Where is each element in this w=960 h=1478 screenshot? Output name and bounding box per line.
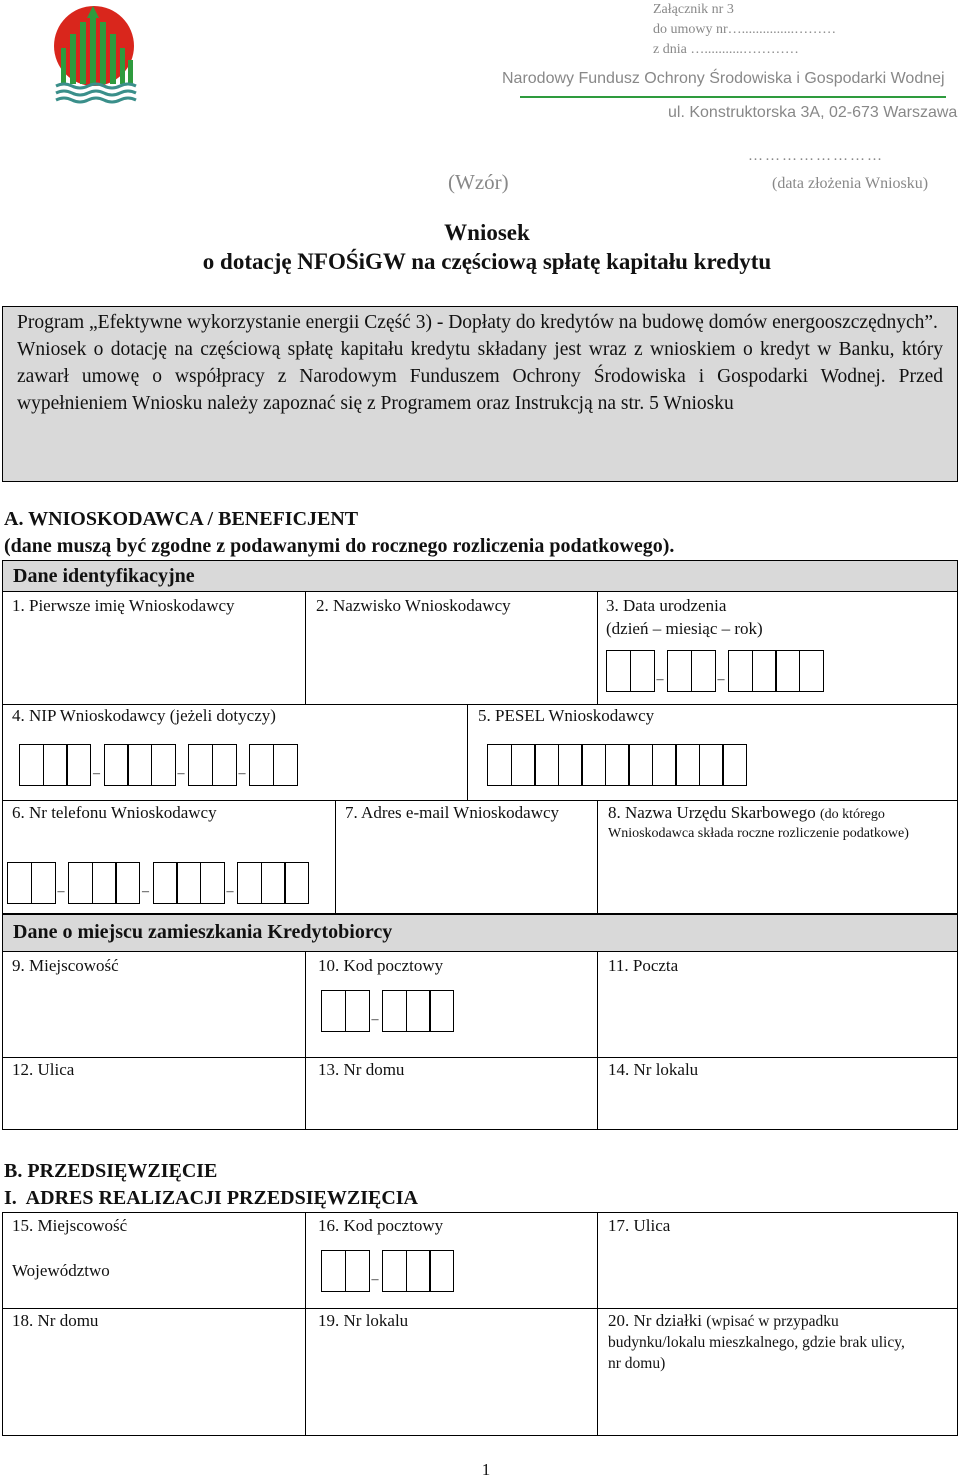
email-label: 7. Adres e-mail Wnioskodawcy xyxy=(345,803,560,822)
section-a-title: A. WNIOSKODAWCA / BENEFICJENT xyxy=(4,508,359,530)
input-cell[interactable] xyxy=(115,862,140,904)
institution-name: Narodowy Fundusz Ochrony Środowiska i Gospodarki Wodnej xyxy=(502,70,945,87)
divider xyxy=(467,704,468,800)
birth-date-label: 3. Data urodzenia xyxy=(606,596,727,615)
dash: – xyxy=(656,672,664,687)
input-cell[interactable] xyxy=(511,744,536,786)
dash: – xyxy=(57,884,65,899)
input-cell[interactable] xyxy=(722,744,747,786)
project-apartment-label: 19. Nr lokalu xyxy=(318,1311,409,1330)
date-dots: …………………… xyxy=(748,148,884,164)
divider xyxy=(597,800,598,914)
input-cell[interactable] xyxy=(200,862,225,904)
pesel-label: 5. PESEL Wnioskodawcy xyxy=(478,706,655,725)
input-cell[interactable] xyxy=(104,744,129,786)
input-cell[interactable] xyxy=(429,1250,454,1292)
divider xyxy=(597,1212,598,1436)
postal-code-input[interactable] xyxy=(321,990,453,1032)
input-cell[interactable] xyxy=(429,990,454,1032)
input-cell[interactable] xyxy=(728,650,753,692)
input-cell[interactable] xyxy=(176,862,201,904)
input-cell[interactable] xyxy=(752,650,777,692)
residence-header-label: Dane o miejscu zamieszkania Kredytobiorcy xyxy=(13,921,393,943)
input-cell[interactable] xyxy=(31,862,56,904)
input-cell[interactable] xyxy=(382,990,407,1032)
input-cell[interactable] xyxy=(534,744,559,786)
input-cell[interactable] xyxy=(691,650,716,692)
nfosigw-logo xyxy=(50,4,142,104)
divider xyxy=(597,952,598,1130)
project-street-label: 17. Ulica xyxy=(608,1216,671,1235)
input-cell[interactable] xyxy=(382,1250,407,1292)
input-cell[interactable] xyxy=(652,744,677,786)
input-cell[interactable] xyxy=(487,744,512,786)
dash: – xyxy=(177,766,185,781)
input-cell[interactable] xyxy=(188,744,213,786)
input-cell[interactable] xyxy=(406,1250,431,1292)
template-label: (Wzór) xyxy=(448,170,509,194)
input-cell[interactable] xyxy=(237,862,262,904)
pesel-input[interactable] xyxy=(487,744,746,786)
input-cell[interactable] xyxy=(321,1250,346,1292)
identification-header xyxy=(3,561,957,592)
input-cell[interactable] xyxy=(127,744,152,786)
plot-number-label-note: (wpisać w przypadku xyxy=(706,1313,839,1330)
input-cell[interactable] xyxy=(273,744,298,786)
input-cell[interactable] xyxy=(7,862,32,904)
input-cell[interactable] xyxy=(667,650,692,692)
project-postal-code-label: 16. Kod pocztowy xyxy=(318,1216,444,1235)
plot-number-label-main: 20. Nr działki xyxy=(608,1311,702,1330)
section-b-title: B. PRZEDSIĘWZIĘCIE xyxy=(4,1160,218,1182)
birth-date-input[interactable] xyxy=(606,650,822,692)
city-label: 9. Miejscowość xyxy=(12,956,119,975)
input-cell[interactable] xyxy=(799,650,824,692)
input-cell[interactable] xyxy=(345,990,370,1032)
phone-label: 6. Nr telefonu Wnioskodawcy xyxy=(12,803,217,822)
input-cell[interactable] xyxy=(212,744,237,786)
form-subtitle: o dotację NFOŚiGW na częściową spłatę kapitału kredytu xyxy=(202,249,772,274)
divider xyxy=(2,1057,958,1058)
input-cell[interactable] xyxy=(606,650,631,692)
input-cell[interactable] xyxy=(19,744,44,786)
plot-number-note-line3: nr domu) xyxy=(608,1355,666,1372)
phone-input[interactable] xyxy=(7,862,308,904)
input-cell[interactable] xyxy=(249,744,274,786)
intro-box xyxy=(2,306,958,482)
intro-instructions: Wniosek o dotację na częściową spłatę kapitału kredytu składany jest wraz z wnioskiem o kredyt w Banku, który zawarł umowę o współpracy z Narodowym Funduszem Ochrony Środowiska i Gospodarki Wodnej. Przed wypełnieniem Wniosku należy zapoznać się z Programem oraz Instrukcją na str. 5 Wniosku xyxy=(17,339,943,414)
form-title: Wniosek xyxy=(444,220,530,245)
apartment-number-label: 14. Nr lokalu xyxy=(608,1060,699,1079)
divider xyxy=(335,800,336,914)
institution-address: ul. Konstruktorska 3A, 02-673 Warszawa xyxy=(668,104,958,121)
nip-label: 4. NIP Wnioskodawcy (jeżeli dotyczy) xyxy=(12,706,276,725)
divider xyxy=(2,800,958,801)
residence-header xyxy=(3,915,957,952)
agreement-date: z dnia …...........………… xyxy=(653,42,799,57)
divider xyxy=(305,952,306,1130)
input-cell[interactable] xyxy=(284,862,309,904)
dash: – xyxy=(93,766,100,781)
section-a-note: (dane muszą być zgodne z podawanymi do rocznego rozliczenia podatkowego). xyxy=(4,535,675,557)
divider xyxy=(2,1308,958,1309)
input-cell[interactable] xyxy=(628,744,653,786)
first-name-label: 1. Pierwsze imię Wnioskodawcy xyxy=(12,596,235,615)
project-postal-code-input[interactable] xyxy=(321,1250,453,1292)
input-cell[interactable] xyxy=(775,650,800,692)
identification-header-label: Dane identyfikacyjne xyxy=(13,565,195,587)
divider xyxy=(305,592,306,704)
dash: – xyxy=(142,884,149,899)
page-number: 1 xyxy=(481,1460,491,1478)
divider xyxy=(305,1212,306,1436)
dash: – xyxy=(238,766,246,781)
header-divider xyxy=(520,96,946,98)
street-label: 12. Ulica xyxy=(12,1060,75,1079)
attachment-number: Załącznik nr 3 xyxy=(653,2,734,17)
project-house-number-label: 18. Nr domu xyxy=(12,1311,99,1330)
tax-office-label-note: (do którego xyxy=(819,807,885,822)
input-cell[interactable] xyxy=(68,862,93,904)
input-cell[interactable] xyxy=(581,744,606,786)
input-cell[interactable] xyxy=(630,650,655,692)
postal-code-label: 10. Kod pocztowy xyxy=(318,956,444,975)
attachment-info xyxy=(653,0,836,60)
submission-date-label: (data złożenia Wniosku) xyxy=(772,175,929,192)
birth-date-format: (dzień – miesiąc – rok) xyxy=(606,619,763,638)
program-name: Program „Efektywne wykorzystanie energii Część 3) - Dopłaty do kredytów na budowę domów energooszczędnych”. xyxy=(17,312,938,333)
input-cell[interactable] xyxy=(153,862,178,904)
tax-office-label-main: 8. Nazwa Urzędu Skarbowego xyxy=(608,803,816,822)
input-cell[interactable] xyxy=(92,862,117,904)
agreement-number: do umowy nr…...............……… xyxy=(653,22,837,37)
nip-input[interactable] xyxy=(19,744,296,786)
input-cell[interactable] xyxy=(675,744,700,786)
tax-office-note: Wnioskodawca składa roczne rozliczenie podatkowe) xyxy=(608,826,909,841)
plot-number-note-line2: budynku/lokalu mieszkalnego, gdzie brak ulicy, xyxy=(608,1334,905,1351)
section-b-subtitle: I. ADRES REALIZACJI PRZEDSIĘWZIĘCIA xyxy=(4,1187,418,1209)
input-cell[interactable] xyxy=(605,744,630,786)
project-city-label: 15. Miejscowość xyxy=(12,1216,128,1235)
dash: – xyxy=(371,1272,379,1287)
input-cell[interactable] xyxy=(406,990,431,1032)
input-cell[interactable] xyxy=(699,744,724,786)
dash: – xyxy=(371,1012,379,1027)
dash: – xyxy=(717,672,725,687)
voivodeship-label: Województwo xyxy=(12,1261,110,1280)
input-cell[interactable] xyxy=(261,862,286,904)
dash: – xyxy=(226,884,234,899)
input-cell[interactable] xyxy=(345,1250,370,1292)
input-cell[interactable] xyxy=(43,744,68,786)
house-number-label: 13. Nr domu xyxy=(318,1060,405,1079)
input-cell[interactable] xyxy=(151,744,176,786)
divider xyxy=(597,592,598,704)
input-cell[interactable] xyxy=(321,990,346,1032)
post-office-label: 11. Poczta xyxy=(608,956,679,975)
input-cell[interactable] xyxy=(66,744,91,786)
plot-number-label xyxy=(608,1310,839,1333)
input-cell[interactable] xyxy=(558,744,583,786)
surname-label: 2. Nazwisko Wnioskodawcy xyxy=(316,596,511,615)
